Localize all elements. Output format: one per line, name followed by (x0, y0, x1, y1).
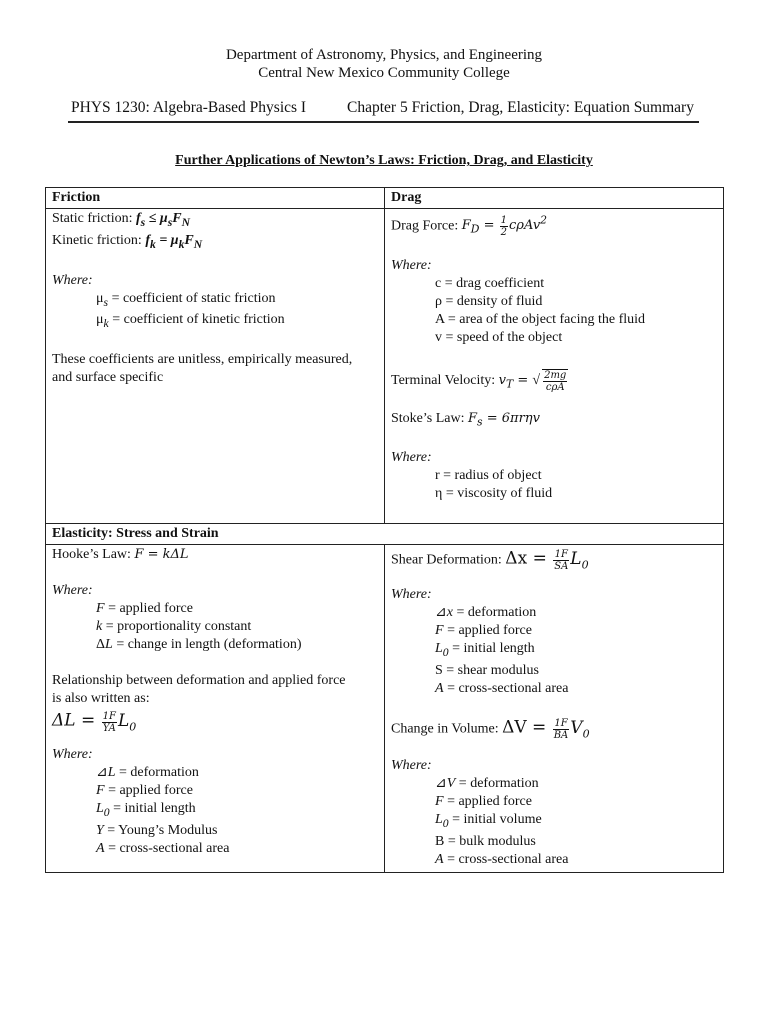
mu-s-definition: $\mu_s$ = coefficient of static friction (96, 290, 276, 309)
shear-def-f: F = applied force (435, 623, 532, 639)
volume-def-dv: ⊿V = deformation (435, 776, 539, 792)
drag-force-eq: Drag Force: $F_D$ = $\frac{1}{2}$ cρAv$^2$ (391, 214, 548, 238)
volume-eq: Change in Volume: ΔV = $\frac{1F}{BA}$ $V_0$ (391, 717, 590, 741)
drag-def-area: A = area of the object facing the fluid (435, 311, 646, 327)
volume-def-a: A = cross-sectional area (435, 851, 569, 867)
course-title: PHYS 1230: Algebra-Based Physics I (71, 99, 307, 116)
drag-cell (385, 209, 724, 524)
volume-def-b: B = bulk modulus (435, 833, 536, 849)
friction-cell (46, 209, 385, 524)
shear-def-a: A = cross-sectional area (435, 680, 569, 696)
hooke-where: Where: (52, 583, 93, 598)
page-title: Further Applications of Newton’s Laws: Friction, Drag, and Elasticity (175, 153, 593, 168)
hooke-def-k: k = proportionality constant (96, 619, 252, 634)
static-friction-eq: Static friction: $f_s \le \mu_sF_N$ (52, 211, 190, 229)
youngs-eq: ΔL = $\frac{1F}{YA}$ $L_0$ (52, 710, 137, 734)
youngs-def-a: A = cross-sectional area (96, 840, 230, 856)
shear-def-l0: $L_0$ = initial length (435, 641, 535, 659)
friction-where: Where: (52, 272, 93, 288)
stokes-where: Where: (391, 450, 432, 466)
volume-def-l0: $L_0$ = initial volume (435, 812, 542, 830)
relationship-text-2: is also written as: (52, 691, 150, 706)
youngs-def-l0: $L_0$ = initial length (96, 801, 196, 819)
deformation-cell (385, 545, 724, 873)
drag-def-c: c = drag coefficient (435, 275, 545, 291)
hooke-def-dl: ΔL = change in length (deformation) (96, 637, 302, 652)
friction-heading: Friction (46, 188, 385, 209)
volume-def-f: F = applied force (435, 794, 532, 810)
friction-note-2: and surface specific (52, 370, 164, 386)
drag-def-v: v = speed of the object (435, 329, 563, 345)
friction-note: These coefficients are unitless, empirically measured, (52, 352, 353, 368)
kinetic-friction-eq: Kinetic friction: $f_k = \mu_kF_N$ (52, 232, 203, 251)
college-name: Central New Mexico Community College (258, 65, 510, 81)
mu-k-definition: $\mu_k$ = coefficient of kinetic friction (96, 312, 285, 331)
stokes-def-r: r = radius of object (435, 468, 542, 484)
drag-def-rho: ρ = density of fluid (435, 293, 543, 309)
stokes-law-eq: Stoke’s Law: $F_s = 6\pi r\eta v$ (391, 410, 540, 429)
shear-eq: Shear Deformation: Δx = $\frac{1F}{SA}$ $L_0$ (391, 548, 589, 572)
hooke-cell (46, 545, 385, 873)
drag-where: Where: (391, 257, 432, 273)
terminal-velocity-eq: Terminal Velocity: $v_T$ = √ $\frac{2mg}{\text{cρA}}$ (391, 369, 567, 393)
header-rule (68, 121, 699, 123)
stokes-def-eta: η = viscosity of fluid (435, 486, 553, 502)
youngs-def-dl: ⊿L = deformation (96, 765, 199, 781)
youngs-def-f: F = applied force (96, 783, 193, 799)
elasticity-heading: Elasticity: Stress and Strain (46, 524, 724, 545)
drag-heading: Drag (385, 188, 724, 209)
department-name: Department of Astronomy, Physics, and Engineering (225, 47, 543, 63)
youngs-where: Where: (52, 747, 93, 763)
shear-where: Where: (391, 587, 432, 603)
youngs-def-y: Y = Young’s Modulus (96, 822, 218, 838)
shear-def-s: S = shear modulus (435, 662, 539, 678)
relationship-text: Relationship between deformation and applied force (52, 673, 346, 688)
chapter-title: Chapter 5 Friction, Drag, Elasticity: Equation Summary (347, 99, 694, 116)
shear-def-dx: ⊿x = deformation (435, 605, 537, 621)
hookes-law-eq: Hooke’s Law: F = kΔL (52, 547, 189, 562)
volume-where: Where: (391, 758, 432, 774)
hooke-def-f: F = applied force (96, 601, 193, 616)
equation-table (45, 187, 724, 873)
